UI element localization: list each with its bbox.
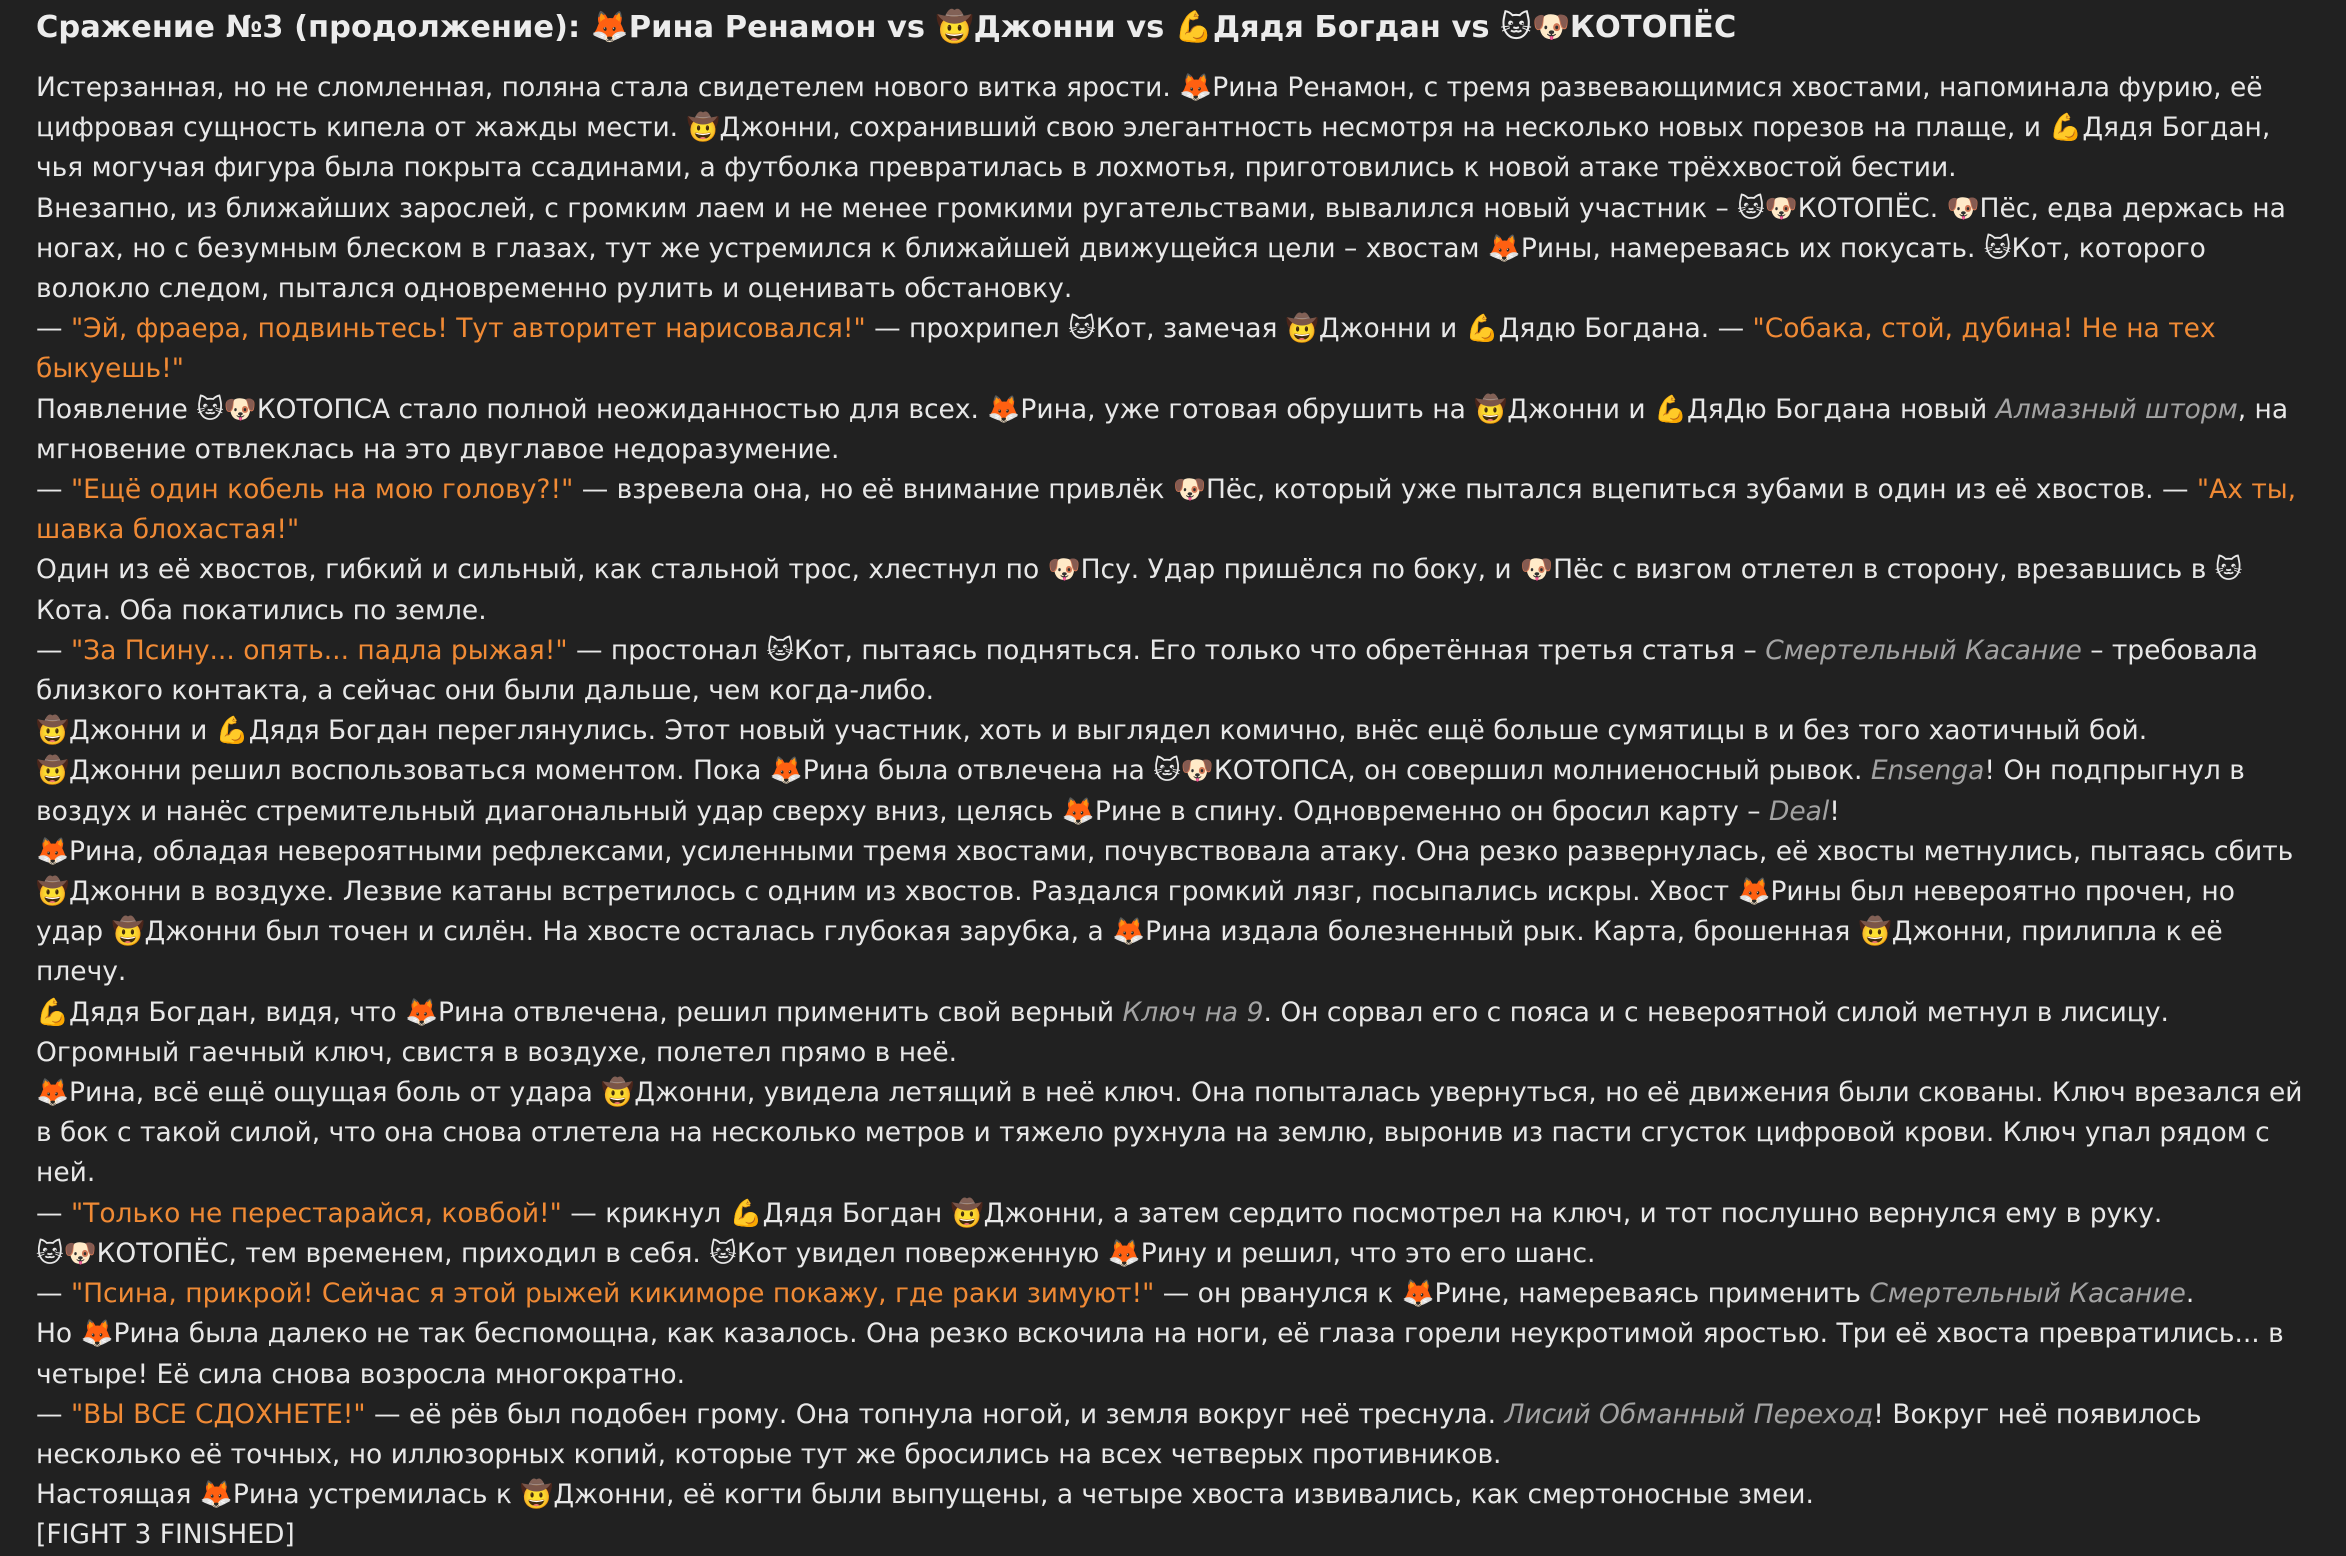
story-paragraph — [36, 751, 2310, 831]
narration-text: — её рёв был подобен грому. Она топнула ногой, и земля вокруг неё треснула. — [365, 1398, 1505, 1430]
narration-text: — крикнул 💪Дядя Богдан 🤠Джонни, а затем сердито посмотрел на ключ, и тот послушно вернулся ему в руку. — [561, 1197, 2163, 1229]
narration-text: . Он сорвал его с пояса и с невероятной силой метнул в лисицу. Огромный гаечный ключ, свистя в воздухе, полетел прямо в неё. — [36, 996, 2169, 1068]
narration-text: — взревела она, но её внимание привлёк 🐶Пёс, который уже пытался вцепиться зубами в один из её хвостов. — — [573, 474, 2197, 506]
narration-text: — — [36, 474, 71, 506]
story-paragraph — [36, 711, 2310, 751]
narration-text: — — [36, 1197, 71, 1229]
dialogue-quote: "ВЫ ВСЕ СДОХНЕТЕ!" — [70, 1398, 366, 1430]
narration-text: ! Вокруг неё появилось несколько её точных, но иллюзорных копий, которые тут же бросились на всех четверых противников. — [36, 1398, 2202, 1470]
skill-name: Алмазный шторм — [1995, 393, 2238, 425]
narration-text: 🦊Рина, всё ещё ощущая боль от удара 🤠Джонни, увидела летящий в неё ключ. Она попыталась увернуться, но её движения были скованы. Ключ врезался ей в бок с такой силой, что она снова отлетела на несколько метров и тяжело рухнула на землю, выронив из пасти сгусток цифровой крови. Ключ упал рядом с ней. — [36, 1077, 2303, 1189]
story-paragraph — [36, 470, 2310, 550]
skill-name: Смертельный Касание — [1869, 1278, 2186, 1310]
story-paragraph — [36, 1274, 2310, 1314]
narration-text: — прохрипел 🐱Кот, замечая 🤠Джонни и 💪Дядю Богдана. — — [865, 313, 1753, 345]
story-paragraph — [36, 631, 2310, 711]
narration-text: . — [2185, 1278, 2195, 1310]
story-paragraph — [36, 1395, 2310, 1475]
story-paragraph — [36, 1475, 2310, 1515]
story-paragraph — [36, 68, 2310, 189]
dialogue-quote: "Ах ты, шавка блохастая!" — [36, 474, 2297, 546]
dialogue-quote: "За Псину... опять... падла рыжая!" — [70, 634, 568, 666]
narration-text: ! — [1829, 795, 1840, 827]
skill-name: Ensenga — [1870, 755, 1985, 787]
skill-name: Ключ на 9 — [1122, 996, 1264, 1028]
story-paragraph — [36, 1314, 2310, 1394]
story-paragraph — [36, 390, 2310, 470]
narration-text: — — [36, 634, 71, 666]
skill-name: Лисий Обманный Переход — [1504, 1398, 1874, 1430]
narration-text: — простонал 🐱Кот, пытаясь подняться. Его только что обретённая третья статья – — [567, 634, 1766, 666]
narration-text: Но 🦊Рина была далеко не так беспомощна, как казалось. Она резко вскочила на ноги, её глаза горели неукротимой яростью. Три её хвоста превратились... в четыре! Её сила снова возросла многократно. — [36, 1318, 2284, 1390]
narration-text: 💪Дядя Богдан, видя, что 🦊Рина отвлечена, решил применить свой верный — [36, 996, 1123, 1028]
story-paragraph — [36, 1515, 2310, 1555]
story-paragraph — [36, 309, 2310, 389]
story-paragraph — [36, 1234, 2310, 1274]
story-paragraph — [36, 550, 2310, 630]
narration-text: — он рванулся к 🦊Рине, намереваясь применить — [1154, 1278, 1870, 1310]
story-paragraph — [36, 1073, 2310, 1194]
dialogue-quote: "Псина, прикрой! Сейчас я этой рыжей кикиморе покажу, где раки зимуют!" — [70, 1278, 1155, 1310]
narration-text: Истерзанная, но не сломленная, поляна стала свидетелем нового витка ярости. 🦊Рина Ренамон, с тремя развевающимися хвостами, напоминала фурию, её цифровая сущность кипела от жажды мести. 🤠Джонни, сохранивший свою элегантность несмотря на несколько новых порезов на плаще, и 💪Дядя Богдан, чья могучая фигура была покрыта ссадинами, а футболка превратилась в лохмотья, приготовились к новой атаке трёххвостой бестии. — [36, 72, 2271, 184]
narration-text: 🦊Рина, обладая невероятными рефлексами, усиленными тремя хвостами, почувствовала атаку. Она резко развернулась, её хвосты метнулись, пытаясь сбить 🤠Джонни в воздухе. Лезвие катаны встретилось с одним из хвостов. Раздался громкий лязг, посыпались искры. Хвост 🦊Рины был невероятно прочен, но удар 🤠Джонни был точен и силён. На хвосте осталась глубокая зарубка, а 🦊Рина издала болезненный рык. Карта, брошенная 🤠Джонни, прилипла к её плечу. — [36, 835, 2294, 988]
narration-text: Один из её хвостов, гибкий и сильный, как стальной трос, хлестнул по 🐶Псу. Удар пришёлся по боку, и 🐶Пёс с визгом отлетел в сторону, врезавшись в 🐱Кота. Оба покатились по земле. — [36, 554, 2243, 626]
narration-text: , на мгновение отвлеклась на это двуглавое недоразумение. — [36, 393, 2289, 465]
story-body — [36, 68, 2310, 1556]
narration-text: — — [36, 1278, 71, 1310]
narration-text: — — [36, 313, 71, 345]
narration-text: 🐱🐶КОТОПЁС, тем временем, приходил в себя. 🐱Кот увидел поверженную 🦊Рину и решил, что это его шанс. — [36, 1237, 1596, 1269]
narration-text: 🤠Джонни и 💪Дядя Богдан переглянулись. Этот новый участник, хоть и выглядел комично, внёс ещё больше сумятицы в и без того хаотичный бой. — [36, 715, 2148, 747]
narration-text: — — [36, 1398, 71, 1430]
page-title: Сражение №3 (продолжение): 🦊Рина Ренамон vs 🤠Джонни vs 💪Дядя Богдан vs 🐱🐶КОТОПЁС — [36, 10, 1737, 45]
dialogue-quote: "Только не перестарайся, ковбой!" — [70, 1197, 562, 1229]
dialogue-quote: "Собака, стой, дубина! Не на тех быкуешь!" — [36, 313, 2216, 385]
skill-name: Смертельный Касание — [1765, 634, 2082, 666]
narration-text: – требовала близкого контакта, а сейчас они были дальше, чем когда-либо. — [36, 634, 2259, 707]
story-paragraph — [36, 189, 2310, 310]
skill-name: Deal — [1768, 795, 1830, 827]
narration-text: ! Он подпрыгнул в воздух и нанёс стремительный диагональный удар сверху вниз, целясь 🦊Рине в спину. Одновременно он бросил карту – — [36, 755, 2245, 827]
narration-text: Настоящая 🦊Рина устремилась к 🤠Джонни, её когти были выпущены, а четыре хвоста извивались, как смертоносные змеи. — [36, 1479, 1814, 1511]
story-paragraph — [36, 832, 2310, 993]
narration-text: Появление 🐱🐶КОТОПСА стало полной неожиданностью для всех. 🦊Рина, уже готовая обрушить на 🤠Джонни и 💪ДяДю Богдана новый — [36, 393, 1996, 425]
dialogue-quote: "Ещё один кобель на мою голову?!" — [70, 474, 574, 506]
narration-text: Внезапно, из ближайших зарослей, с громким лаем и не менее громкими ругательствами, вывалился новый участник – 🐱🐶КОТОПЁС. 🐶Пёс, едва держась на ногах, но с безумным блеском в глазах, тут же устремился к ближайшей движущейся цели – хвостам 🦊Рины, намереваясь их покусать. 🐱Кот, которого волокло следом, пытался одновременно рулить и оценивать обстановку. — [36, 192, 2286, 305]
story-paragraph — [36, 1194, 2310, 1234]
narration-text: [FIGHT 3 FINISHED] — [36, 1519, 295, 1551]
story-paragraph — [36, 993, 2310, 1073]
dialogue-quote: "Эй, фраера, подвиньтесь! Тут авторитет нарисовался!" — [70, 313, 866, 345]
narration-text: 🤠Джонни решил воспользоваться моментом. Пока 🦊Рина была отвлечена на 🐱🐶КОТОПСА, он совершил молниеносный рывок. — [36, 755, 1871, 787]
